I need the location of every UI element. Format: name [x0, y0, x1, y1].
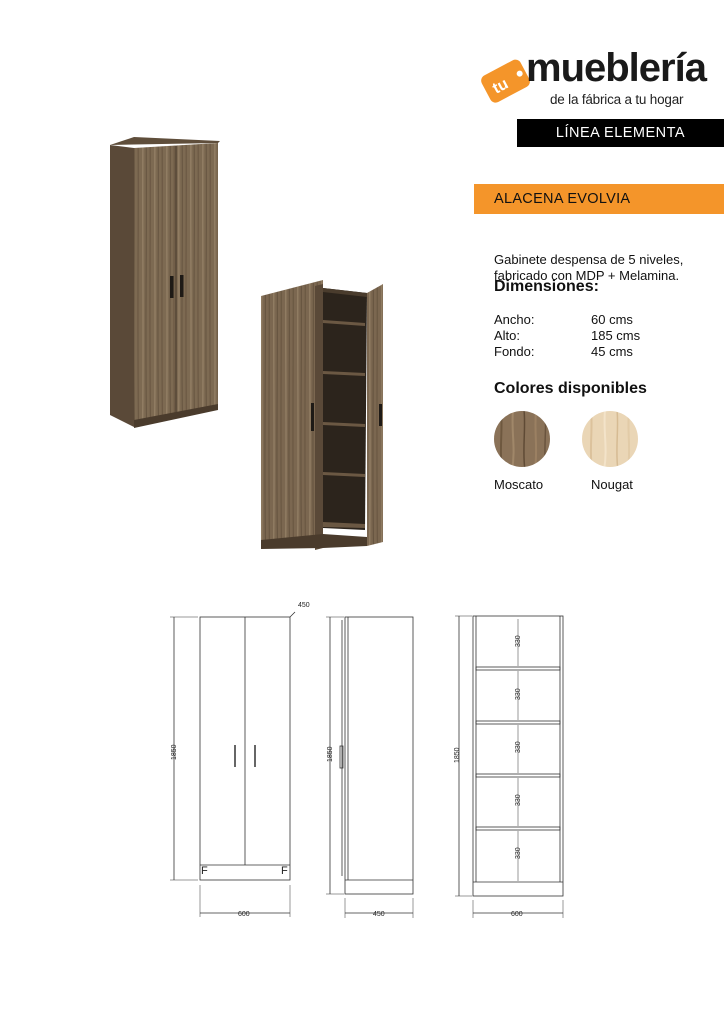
- handle-left: [170, 276, 174, 298]
- logo-wordmark: mueblería: [526, 46, 706, 90]
- dim-height-label: 1850: [327, 746, 334, 762]
- dimension-row: [494, 344, 694, 360]
- cabinet-open-render: [255, 250, 395, 555]
- description-line-2: fabricado con MDP + Melamina.: [494, 268, 680, 283]
- dim-width-label: 600: [511, 911, 523, 918]
- handle-right: [180, 275, 184, 297]
- dimension-row: [494, 328, 694, 344]
- dimension-label: Ancho:: [494, 312, 535, 327]
- logo-tagline: de la fábrica a tu hogar: [550, 92, 684, 107]
- product-title: ALACENA EVOLVIA: [494, 191, 631, 207]
- dimensions-heading: Dimensiones:: [494, 278, 599, 295]
- dim-depth-label: 450: [373, 911, 385, 918]
- dim-height-label: 1850: [454, 747, 461, 763]
- dimension-value: 60 cms: [591, 312, 633, 327]
- foot-label: F: [201, 865, 208, 877]
- foot-label: F: [281, 865, 288, 877]
- swatch-moscato[interactable]: [493, 410, 553, 470]
- shelf-dim-label: 330: [515, 741, 522, 753]
- dimension-value: 185 cms: [591, 328, 641, 343]
- dimensions-table: [494, 312, 694, 360]
- dimension-value: 45 cms: [591, 344, 633, 359]
- swatch-label: Moscato: [494, 477, 544, 492]
- swatch-label: Nougat: [591, 477, 633, 492]
- swatch-nougat[interactable]: [581, 410, 641, 470]
- dimension-label: Alto:: [494, 328, 521, 343]
- drawing-side-view: [318, 600, 428, 925]
- colors-heading: Colores disponibles: [494, 380, 647, 397]
- cabinet-closed-render: [100, 130, 230, 430]
- dimension-row: [494, 312, 694, 328]
- dim-width-label: 600: [238, 911, 250, 918]
- line-banner: LÍNEA ELEMENTA: [517, 119, 724, 147]
- dim-height-label: 1850: [171, 744, 178, 760]
- shelf-dim-label: 330: [515, 794, 522, 806]
- shelf-dim-label: 330: [515, 635, 522, 647]
- drawing-front-view: [160, 595, 310, 925]
- product-title-banner: [474, 184, 724, 214]
- dimension-label: Fondo:: [494, 344, 535, 359]
- drawing-interior-view: [445, 600, 575, 925]
- logo-prefix: tu: [489, 75, 512, 98]
- shelf-dim-label: 330: [515, 847, 522, 859]
- brand-logo[interactable]: [478, 46, 708, 112]
- dim-depth-label: 450: [298, 602, 310, 609]
- shelf-dim-label: 330: [515, 688, 522, 700]
- description-line-1: Gabinete despensa de 5 niveles,: [494, 252, 684, 267]
